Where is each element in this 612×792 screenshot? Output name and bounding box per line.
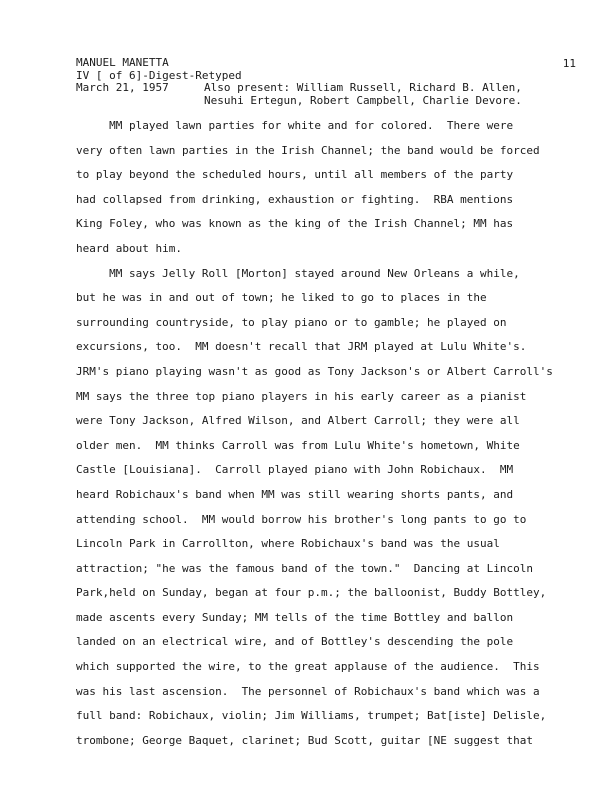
- body-line: attending school. MM would borrow his brother's long pants to go to: [76, 512, 527, 526]
- body-line: surrounding countryside, to play piano or to gamble; he played on: [76, 315, 507, 329]
- body-line: older men. MM thinks Carroll was from Lulu White's hometown, White: [76, 438, 520, 452]
- body-line: were Tony Jackson, Alfred Wilson, and Albert Carroll; they were all: [76, 414, 520, 428]
- page-number: 11: [562, 57, 576, 70]
- interviewee-name: MANUEL MANETTA: [76, 56, 169, 69]
- body-line: but he was in and out of town; he liked to go to places in the: [76, 291, 487, 305]
- body-line: JRM's piano playing wasn't as good as Tony Jackson's or Albert Carroll's: [76, 364, 553, 378]
- body-line: Castle [Louisiana]. Carroll played piano with John Robichaux. MM: [76, 463, 514, 477]
- body-line: trombone; George Baquet, clarinet; Bud Scott, guitar [NE suggest that: [76, 733, 533, 747]
- attendees-block: [204, 82, 584, 107]
- body-line: had collapsed from drinking, exhaustion or fighting. RBA mentions: [76, 192, 514, 206]
- body-line: Lincoln Park in Carrollton, where Robichaux's band was the usual: [76, 537, 500, 551]
- body-line: Park,held on Sunday, began at four p.m.; the balloonist, Buddy Bottley,: [76, 586, 547, 600]
- body-line: heard about him.: [76, 241, 182, 255]
- attendees-line-1: Also present: William Russell, Richard B. Allen,: [204, 81, 522, 94]
- body-line: to play beyond the scheduled hours, until all members of the party: [76, 168, 514, 182]
- reel-label: IV [ of 6]-Digest-Retyped: [76, 68, 242, 82]
- body-line: MM played lawn parties for white and for colored. There were: [76, 119, 514, 132]
- body-line: very often lawn parties in the Irish Channel; the band would be forced: [76, 143, 540, 157]
- body-line: made ascents every Sunday; MM tells of the time Bottley and ballon: [76, 610, 514, 624]
- interview-date: March 21, 1957: [76, 81, 169, 94]
- body-line: landed on an electrical wire, and of Bottley's descending the pole: [76, 635, 514, 649]
- document-body: [76, 114, 588, 753]
- body-line: was his last ascension. The personnel of Robichaux's band which was a: [76, 684, 540, 698]
- body-line: King Foley, who was known as the king of the Irish Channel; MM has: [76, 217, 514, 231]
- body-line: full band: Robichaux, violin; Jim Williams, trumpet; Bat[iste] Delisle,: [76, 709, 547, 723]
- body-line: which supported the wire, to the great applause of the audience. This: [76, 660, 540, 674]
- body-line: MM says Jelly Roll [Morton] stayed around New Orleans a while,: [76, 266, 520, 280]
- body-line: excursions, too. MM doesn't recall that JRM played at Lulu White's.: [76, 340, 527, 354]
- body-line: heard Robichaux's band when MM was still wearing shorts pants, and: [76, 487, 514, 501]
- body-line: MM says the three top piano players in his early career as a pianist: [76, 389, 527, 403]
- attendees-line-2: Nesuhi Ertegun, Robert Campbell, Charlie Devore.: [204, 93, 522, 107]
- body-line: attraction; "he was the famous band of the town." Dancing at Lincoln: [76, 561, 533, 575]
